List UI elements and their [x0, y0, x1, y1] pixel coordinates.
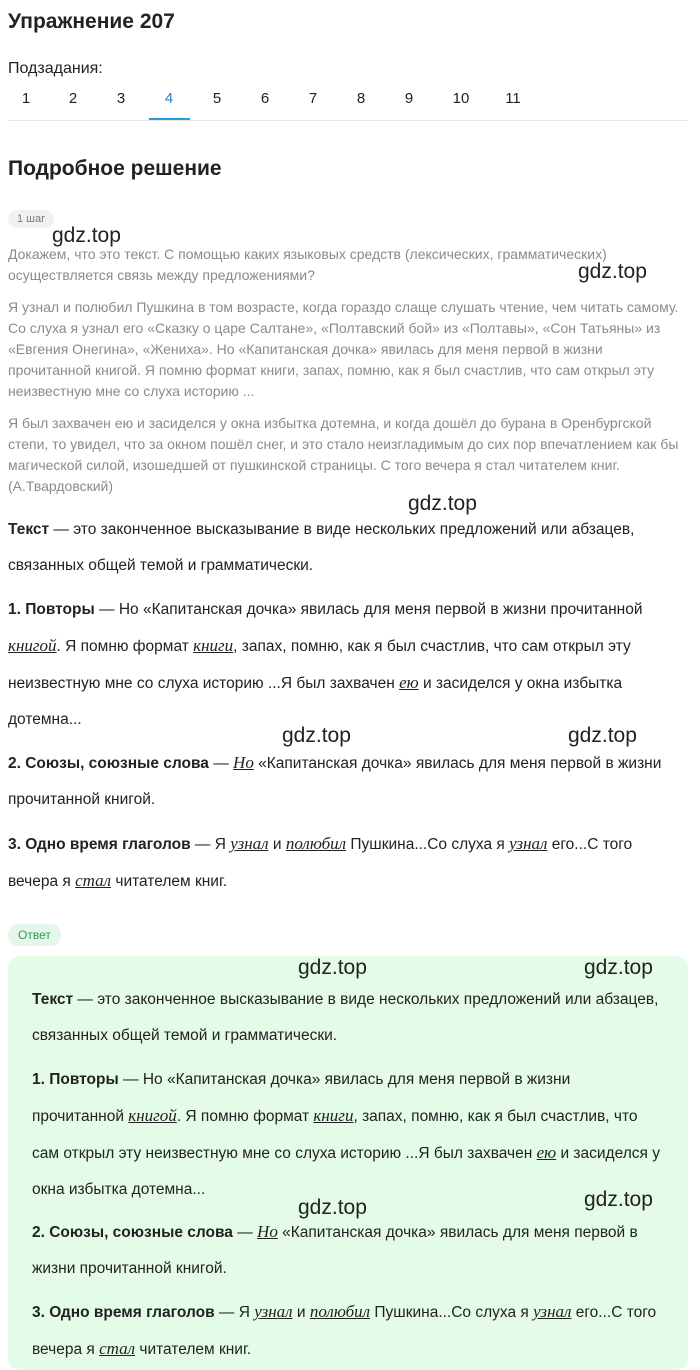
text-fragment: «Капитанская дочка» явилась для меня первой в жизни прочитанной книгой. — [32, 1224, 638, 1277]
tab-9[interactable]: 9 — [404, 90, 414, 107]
subtasks-label: Подзадания: — [8, 60, 103, 77]
text-fragment: и засиделся у окна избытка дотемна... — [32, 1145, 660, 1198]
tab-4[interactable]: 4 — [164, 90, 174, 107]
text-fragment: его...С того вечера я — [8, 836, 633, 890]
underlined-word: ею — [536, 1143, 557, 1162]
verb-tense-label: 3. Одно время глаголов — [8, 836, 191, 853]
tab-11[interactable]: 11 — [505, 90, 521, 107]
underlined-word: Но — [233, 753, 254, 772]
underlined-word: стал — [99, 1339, 136, 1358]
text-fragment: Пушкина...Со слуха я — [346, 836, 510, 853]
conjunctions-label: 2. Союзы, союзные слова — [8, 755, 209, 772]
tab-2[interactable]: 2 — [68, 90, 78, 107]
watermark: gdz.top — [578, 260, 647, 283]
text-fragment: и — [292, 1304, 310, 1321]
text-fragment: и засиделся у окна избытка дотемна... — [8, 675, 623, 728]
definition-term: Текст — [32, 991, 74, 1008]
underlined-word: узнал — [230, 834, 269, 853]
watermark: gdz.top — [568, 724, 637, 747]
underlined-word: узнал — [533, 1302, 572, 1321]
text-fragment: — — [232, 1224, 258, 1241]
subtask-tabs — [0, 78, 688, 122]
watermark: gdz.top — [408, 492, 477, 515]
tab-8[interactable]: 8 — [356, 90, 366, 107]
step-badge: 1 шаг — [8, 210, 54, 228]
text-fragment: , запах, помню, как я был счастлив, что сам открыл эту неизвестную мне со слуха историю ...Я был захвачен — [32, 1108, 638, 1162]
watermark: gdz.top — [282, 724, 351, 747]
text-fragment: Пушкина...Со слуха я — [370, 1304, 534, 1321]
text-fragment: — Но «Капитанская дочка» явилась для меня первой в жизни прочитанной — [32, 1071, 571, 1125]
underlined-word: книгой — [8, 636, 57, 655]
tabs-divider — [8, 120, 688, 121]
tab-6[interactable]: 6 — [260, 90, 270, 107]
text-fragment: и — [268, 836, 286, 853]
tab-5[interactable]: 5 — [212, 90, 222, 107]
conjunctions-label: 2. Союзы, союзные слова — [32, 1224, 233, 1241]
text-fragment: читателем книг. — [111, 873, 228, 890]
underlined-word: полюбил — [285, 834, 347, 853]
underlined-word: Но — [257, 1222, 278, 1241]
solution-definition — [8, 512, 684, 584]
text-fragment: — Я — [214, 1304, 255, 1321]
underlined-word: стал — [75, 871, 112, 890]
tab-7[interactable]: 7 — [308, 90, 318, 107]
text-fragment: — — [208, 755, 234, 772]
definition-term: Текст — [8, 521, 50, 538]
repeats-label: 1. Повторы — [32, 1071, 119, 1088]
text-fragment: читателем книг. — [135, 1341, 252, 1358]
task-paragraph-1: Я узнал и полюбил Пушкина в том возрасте, когда гораздо слаще слушать чтение, чем читать самому. Со слуха я узнал его «Сказку о царе Салтане», «Полтавский бой» из «Полтавы», «Сон Татьяны» из «Евгения Онегина», «Жениха». Но «Капитанская дочка» явилась для меня первой в жизни прочитанной книгой. Я помню формат книги, запах, помню, как я был счастлив, что сам открыл эту неизвестную мне со слуха историю ... — [8, 299, 679, 399]
active-tab-indicator — [149, 118, 190, 120]
task-paragraph-2: Я был захвачен ею и засиделся у окна избытка дотемна, и когда дошёл до бурана в Оренбургской степи, то увидел, что за окном пошёл снег, и это стало неизгладимым до сих пор впечатлением как бы магической силой, изошедшей от пушкинской страницы. С того вечера я стал читателем книг. (А.Твардовский) — [8, 415, 679, 494]
text-fragment: — Но «Капитанская дочка» явилась для меня первой в жизни прочитанной — [94, 601, 643, 618]
answer-verb-tense — [32, 1294, 662, 1368]
tab-3[interactable]: 3 — [116, 90, 126, 107]
answer-badge: Ответ — [8, 924, 61, 946]
answer-repeats — [32, 1062, 662, 1208]
watermark: gdz.top — [584, 956, 653, 979]
definition-text: — это законченное высказывание в виде нескольких предложений или абзацев, связанных общей темой и грамматически. — [8, 521, 635, 574]
underlined-word: книги — [313, 1106, 354, 1125]
underlined-word: ею — [399, 673, 419, 692]
text-fragment: «Капитанская дочка» явилась для меня первой в жизни прочитанной книгой. — [8, 755, 662, 808]
underlined-word: узнал — [509, 834, 548, 853]
solution-repeats — [8, 592, 684, 738]
page-title: Упражнение 207 — [8, 10, 175, 33]
text-fragment: , запах, помню, как я был счастлив, что сам открыл эту неизвестную мне со слуха историю ...Я был захвачен — [8, 638, 631, 692]
tab-10[interactable]: 10 — [452, 90, 470, 107]
answer-conjunctions — [32, 1214, 662, 1287]
watermark: gdz.top — [298, 956, 367, 979]
underlined-word: книги — [193, 636, 234, 655]
repeats-label: 1. Повторы — [8, 601, 95, 618]
watermark: gdz.top — [298, 1196, 367, 1219]
solution-verb-tense — [8, 826, 684, 900]
text-fragment: . Я помню формат — [176, 1108, 314, 1125]
text-fragment: — Я — [190, 836, 231, 853]
watermark: gdz.top — [584, 1188, 653, 1211]
tab-1[interactable]: 1 — [21, 90, 31, 107]
solution-conjunctions — [8, 745, 684, 818]
solution-title: Подробное решение — [8, 157, 222, 180]
answer-box — [8, 956, 688, 1370]
watermark: gdz.top — [52, 224, 121, 247]
underlined-word: узнал — [254, 1302, 293, 1321]
underlined-word: полюбил — [309, 1302, 371, 1321]
definition-text: — это законченное высказывание в виде нескольких предложений или абзацев, связанных общей темой и грамматически. — [32, 991, 659, 1044]
task-intro: Докажем, что это текст. С помощью каких языковых средств (лексических, грамматических) осуществляется связь между предложениями? — [8, 246, 607, 283]
underlined-word: книгой — [128, 1106, 177, 1125]
text-fragment: его...С того вечера я — [32, 1304, 657, 1358]
text-fragment: . Я помню формат — [56, 638, 194, 655]
verb-tense-label: 3. Одно время глаголов — [32, 1304, 215, 1321]
answer-definition — [32, 982, 662, 1054]
